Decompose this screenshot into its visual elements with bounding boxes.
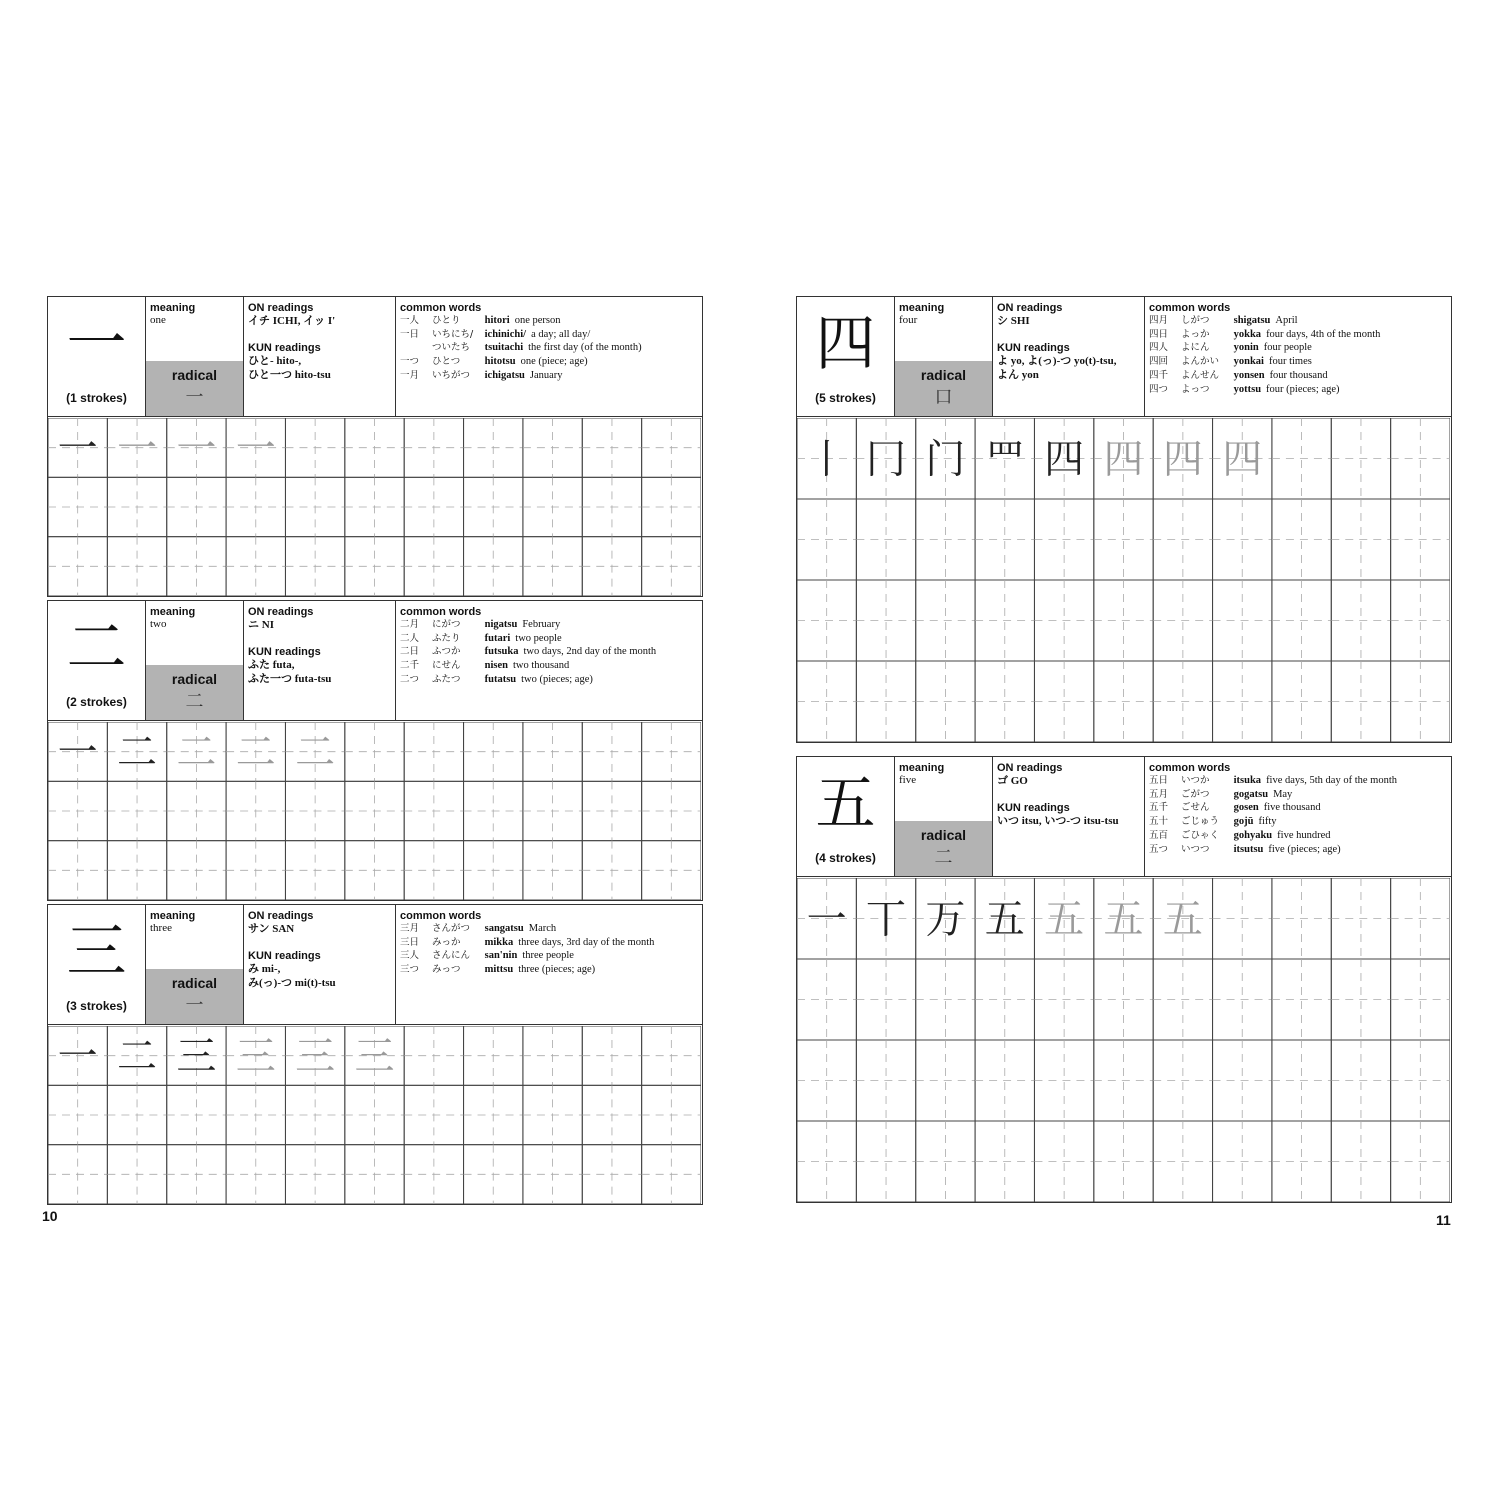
kun-readings-label: KUN readings — [248, 646, 321, 658]
word-romaji: yottsu — [1233, 383, 1262, 395]
common-words-column — [396, 905, 701, 1024]
kanji-info-header — [48, 905, 702, 1025]
kun-reading: ふた futa, — [248, 659, 295, 671]
practice-grid-lines — [797, 418, 1450, 742]
kanji-info-header — [48, 297, 702, 417]
word-english: three (pieces; age) — [518, 964, 596, 976]
common-words-column — [396, 297, 701, 416]
meaning-label: meaning — [150, 606, 196, 618]
common-word-row — [1149, 774, 1446, 788]
trace-character: 四 — [1103, 436, 1144, 483]
trace-character: 五 — [1103, 896, 1144, 943]
common-words-column — [396, 601, 701, 720]
practice-grid — [797, 418, 1451, 742]
trace-character: 五 — [1044, 896, 1085, 943]
word-english: the first day (of the month) — [528, 342, 642, 354]
radical-character: 一 — [185, 387, 204, 408]
common-words-column — [1145, 297, 1450, 416]
common-word-row — [400, 314, 697, 328]
kun-reading: いつ itsu, いつ-つ itsu-tsu — [997, 815, 1119, 827]
readings-column — [244, 297, 396, 416]
kanji-info-header — [797, 757, 1451, 877]
word-english: five days, 5th day of the month — [1266, 775, 1397, 786]
common-word-row — [400, 341, 697, 355]
on-readings-label: ON readings — [248, 606, 314, 618]
kun-reading: ふた一つ futa-tsu — [248, 673, 332, 685]
word-kana: ふたり — [432, 632, 461, 644]
common-words-label: common words — [400, 606, 482, 618]
word-kanji: 三日 — [400, 936, 420, 948]
radical-label: radical — [171, 671, 218, 687]
radical-box — [146, 969, 243, 1024]
word-romaji: futari — [484, 632, 511, 644]
radical-character: 一 — [185, 995, 204, 1016]
meaning-value: two — [150, 618, 167, 630]
practice-grid — [48, 1026, 702, 1204]
on-readings-label: ON readings — [248, 302, 314, 314]
word-english: four days, 4th of the month — [1266, 328, 1381, 340]
kanji-card-shi — [796, 296, 1452, 743]
kanji-character: 五 — [815, 769, 876, 839]
word-kana: よにん — [1181, 342, 1210, 354]
word-english: five thousand — [1263, 802, 1321, 814]
word-english: two thousand — [512, 660, 570, 672]
on-reading: ゴ GO — [997, 775, 1028, 787]
common-word-row — [1149, 355, 1446, 369]
word-kanji: 一日 — [400, 328, 420, 340]
practice-grid-lines — [48, 418, 701, 596]
word-english: two people — [515, 632, 562, 644]
kun-reading: み mi-, — [248, 963, 281, 975]
word-english: one person — [514, 315, 561, 326]
stroke-order-step: 一 — [57, 1033, 98, 1080]
word-kana: さんがつ — [432, 923, 471, 934]
word-kanji: 二日 — [400, 646, 420, 658]
on-reading: シ SHI — [997, 315, 1030, 327]
word-romaji: gogatsu — [1233, 788, 1269, 800]
practice-grid-lines — [48, 722, 701, 900]
word-english: May — [1273, 788, 1293, 800]
word-kanji: 一人 — [400, 315, 420, 326]
common-word-row — [400, 659, 697, 673]
trace-character: 三 — [235, 1033, 276, 1080]
meaning-column — [146, 905, 244, 1024]
word-romaji: mittsu — [484, 964, 514, 976]
meaning-column — [146, 601, 244, 720]
stroke-order-step: 丅 — [866, 896, 907, 943]
word-kanji: 五百 — [1149, 829, 1169, 841]
word-romaji: hitori — [484, 315, 510, 326]
kanji-info-header — [797, 297, 1451, 417]
word-romaji: futsuka — [484, 646, 519, 658]
word-romaji: tsuitachi — [484, 342, 524, 354]
radical-character: 二 — [185, 691, 204, 712]
word-kanji: 五日 — [1149, 775, 1169, 786]
word-kanji: 五千 — [1149, 802, 1169, 814]
on-readings-label: ON readings — [248, 910, 314, 922]
common-word-row — [400, 355, 697, 369]
meaning-column — [146, 297, 244, 416]
kanji-character: 三 — [66, 917, 127, 987]
common-word-row — [1149, 369, 1446, 383]
radical-box — [146, 665, 243, 720]
stroke-order-step: 罒 — [984, 436, 1025, 483]
common-word-row — [1149, 829, 1446, 843]
common-word-row — [1149, 843, 1446, 857]
common-word-row — [1149, 328, 1446, 342]
word-kanji: 四千 — [1149, 369, 1169, 381]
meaning-column — [895, 297, 993, 416]
trace-character: 二 — [295, 729, 336, 776]
kun-readings-label: KUN readings — [997, 802, 1070, 814]
word-romaji: hitotsu — [484, 356, 516, 368]
stroke-order-step: 三 — [176, 1033, 217, 1080]
kun-reading: み(っ)-つ mi(t)-tsu — [248, 977, 336, 989]
word-english: four times — [1268, 356, 1312, 368]
common-word-row — [1149, 383, 1446, 397]
trace-character: 四 — [1162, 436, 1203, 483]
kanji-main-column — [797, 297, 895, 416]
common-word-row — [400, 922, 697, 936]
word-english: three days, 3rd day of the month — [518, 936, 655, 948]
word-english: four thousand — [1269, 369, 1328, 381]
radical-box — [146, 361, 243, 416]
common-word-row — [400, 369, 697, 383]
trace-character: 三 — [354, 1033, 395, 1080]
radical-label: radical — [920, 367, 967, 383]
meaning-value: one — [150, 314, 166, 326]
on-reading: ニ NI — [248, 619, 274, 631]
trace-character: 二 — [235, 729, 276, 776]
kanji-character: 一 — [66, 309, 127, 379]
readings-column — [244, 601, 396, 720]
word-english: fifty — [1258, 816, 1277, 828]
word-kanji: 四月 — [1149, 315, 1169, 326]
kun-reading: よ yo, よ(っ)-つ yo(t)-tsu, — [997, 355, 1117, 367]
page-number-left: 10 — [42, 1208, 58, 1224]
word-romaji: ichinichi/ — [484, 328, 527, 340]
word-english: a day; all day/ — [531, 328, 591, 340]
kun-readings-label: KUN readings — [997, 342, 1070, 354]
kanji-main-column — [48, 905, 146, 1024]
meaning-label: meaning — [899, 762, 945, 774]
word-kana: よんせん — [1181, 369, 1220, 381]
word-kanji: 二千 — [400, 660, 420, 672]
radical-label: radical — [171, 975, 218, 991]
common-words-column — [1145, 757, 1450, 876]
common-word-row — [400, 949, 697, 963]
word-kana: ごじゅう — [1181, 816, 1220, 828]
word-kanji: 五月 — [1149, 788, 1169, 800]
word-kana: よんかい — [1181, 356, 1220, 368]
word-kanji: 三人 — [400, 950, 420, 962]
trace-character: 二 — [176, 729, 217, 776]
word-english: January — [529, 369, 563, 381]
trace-character: 一 — [117, 425, 158, 472]
page-number-right: 11 — [1436, 1212, 1451, 1228]
stroke-order-step: 万 — [925, 896, 966, 943]
stroke-order-step: 丨 — [806, 436, 847, 483]
word-kanji: 四日 — [1149, 328, 1169, 340]
word-romaji: yonkai — [1233, 356, 1264, 368]
readings-column — [244, 905, 396, 1024]
word-romaji: nigatsu — [484, 619, 518, 630]
kanji-character: 四 — [815, 309, 876, 379]
word-english: four (pieces; age) — [1266, 383, 1340, 395]
word-romaji: nisen — [484, 660, 508, 672]
on-readings-label: ON readings — [997, 762, 1063, 774]
word-english: April — [1275, 315, 1298, 326]
meaning-value: five — [899, 774, 917, 786]
word-kanji: 一つ — [400, 356, 420, 368]
word-kana: いちにち/ — [432, 328, 474, 340]
word-kana: にがつ — [432, 619, 461, 630]
stroke-count: (1 strokes) — [66, 391, 127, 405]
word-kana: ひとり — [432, 315, 461, 326]
word-english: five hundred — [1277, 829, 1331, 841]
kanji-main-column — [797, 757, 895, 876]
word-kana: ごがつ — [1181, 788, 1210, 800]
word-kana: ふつか — [432, 646, 461, 658]
common-word-row — [400, 645, 697, 659]
stroke-count: (3 strokes) — [66, 999, 127, 1013]
common-words-label: common words — [1149, 302, 1231, 314]
common-words-label: common words — [1149, 762, 1231, 774]
common-word-row — [1149, 788, 1446, 802]
kun-reading: よん yon — [997, 369, 1039, 381]
kun-reading: ひと一つ hito-tsu — [248, 369, 331, 381]
common-word-row — [1149, 801, 1446, 815]
kanji-card-go — [796, 756, 1452, 1203]
practice-grid — [48, 722, 702, 900]
word-kanji: 二月 — [400, 619, 420, 630]
trace-character: 五 — [1162, 896, 1203, 943]
word-kana: いつつ — [1181, 843, 1210, 855]
word-english: four people — [1263, 342, 1312, 354]
common-word-row — [400, 328, 697, 342]
common-word-row — [1149, 815, 1446, 829]
meaning-column — [895, 757, 993, 876]
radical-label: radical — [171, 367, 218, 383]
readings-column — [993, 297, 1145, 416]
trace-character: 一 — [176, 425, 217, 472]
common-words-label: common words — [400, 302, 482, 314]
word-kanji: 五十 — [1149, 816, 1169, 828]
meaning-label: meaning — [150, 910, 196, 922]
word-kana: ごひゃく — [1181, 829, 1220, 841]
radical-box — [895, 821, 992, 876]
radical-character: 二 — [934, 847, 953, 868]
common-word-row — [400, 632, 697, 646]
word-kanji: 二つ — [400, 673, 420, 685]
word-romaji: gojū — [1233, 816, 1254, 828]
word-kana: さんにん — [432, 950, 471, 962]
word-romaji: shigatsu — [1233, 315, 1271, 326]
kun-reading: ひと- hito-, — [248, 355, 302, 367]
word-english: February — [522, 619, 561, 630]
word-kanji: 三つ — [400, 964, 420, 976]
radical-box — [895, 361, 992, 416]
word-kana: しがつ — [1181, 315, 1210, 326]
on-readings-label: ON readings — [997, 302, 1063, 314]
radical-character: 口 — [934, 387, 953, 408]
practice-grid-lines — [48, 1026, 701, 1204]
word-kana: いつか — [1181, 775, 1210, 786]
word-kana: いちがつ — [432, 369, 471, 381]
word-kana: ひとつ — [432, 356, 461, 368]
kanji-info-header — [48, 601, 702, 721]
word-romaji: gohyaku — [1233, 829, 1273, 841]
word-romaji: yonin — [1233, 342, 1259, 354]
word-romaji: mikka — [484, 936, 514, 948]
kanji-card-ichi — [47, 296, 703, 597]
meaning-value: three — [150, 922, 172, 934]
on-reading: サン SAN — [248, 923, 295, 935]
kanji-main-column — [48, 297, 146, 416]
word-kanji: 四つ — [1149, 383, 1169, 395]
stroke-order-step: 五 — [984, 896, 1025, 943]
practice-grid — [797, 878, 1451, 1202]
word-kana: みっか — [432, 936, 461, 948]
word-romaji: gosen — [1233, 802, 1259, 814]
word-english: March — [528, 923, 557, 934]
stroke-order-step: 二 — [117, 729, 158, 776]
word-kana: よっか — [1181, 328, 1210, 340]
stroke-count: (5 strokes) — [815, 391, 876, 405]
common-word-row — [400, 673, 697, 687]
kanji-card-ni — [47, 600, 703, 901]
word-english: three people — [522, 950, 574, 962]
kun-readings-label: KUN readings — [248, 342, 321, 354]
kanji-main-column — [48, 601, 146, 720]
word-romaji: yonsen — [1233, 369, 1265, 381]
stroke-count: (2 strokes) — [66, 695, 127, 709]
stroke-order-step: 门 — [925, 436, 966, 483]
word-kana: ふたつ — [432, 673, 461, 685]
stroke-order-step: 二 — [117, 1033, 158, 1080]
word-romaji: yokka — [1233, 328, 1262, 340]
word-kana: よっつ — [1181, 383, 1210, 395]
word-kana: ついたち — [432, 342, 471, 354]
common-word-row — [400, 618, 697, 632]
common-word-row — [1149, 341, 1446, 355]
stroke-count: (4 strokes) — [815, 851, 876, 865]
word-english: two days, 2nd day of the month — [523, 646, 657, 658]
word-romaji: san'nin — [484, 950, 518, 962]
stroke-order-step: 一 — [57, 425, 98, 472]
word-kana: みっつ — [432, 964, 461, 976]
meaning-label: meaning — [150, 302, 196, 314]
word-english: one (piece; age) — [520, 356, 588, 368]
practice-grid — [48, 418, 702, 596]
stroke-order-step: 一 — [806, 896, 847, 943]
stroke-order-step: 一 — [57, 729, 98, 776]
meaning-label: meaning — [899, 302, 945, 314]
word-english: five (pieces; age) — [1268, 843, 1341, 855]
common-word-row — [400, 936, 697, 950]
word-english: two (pieces; age) — [521, 673, 593, 685]
word-kanji: 四回 — [1149, 356, 1169, 368]
on-reading: イチ ICHI, イッ I' — [248, 315, 336, 327]
word-kana: にせん — [432, 660, 461, 672]
kanji-character: 二 — [66, 613, 127, 683]
stroke-order-step: 四 — [1044, 436, 1085, 483]
practice-grid-lines — [797, 878, 1450, 1202]
word-romaji: futatsu — [484, 673, 517, 685]
word-romaji: itsutsu — [1233, 843, 1264, 855]
word-kanji: 五つ — [1149, 843, 1169, 855]
readings-column — [993, 757, 1145, 876]
radical-label: radical — [920, 827, 967, 843]
word-romaji: ichigatsu — [484, 369, 525, 381]
common-words-label: common words — [400, 910, 482, 922]
word-romaji: sangatsu — [484, 923, 524, 934]
word-kanji: 二人 — [400, 632, 420, 644]
word-kanji: 一月 — [400, 369, 420, 381]
word-kana: ごせん — [1181, 802, 1210, 814]
common-word-row — [400, 963, 697, 977]
stroke-order-step: 冂 — [866, 436, 907, 483]
word-kanji: 三月 — [400, 923, 420, 934]
meaning-value: four — [899, 314, 918, 326]
trace-character: 四 — [1222, 436, 1263, 483]
kun-readings-label: KUN readings — [248, 950, 321, 962]
word-kanji: 四人 — [1149, 342, 1169, 354]
kanji-card-san — [47, 904, 703, 1205]
common-word-row — [1149, 314, 1446, 328]
trace-character: 一 — [235, 425, 276, 472]
word-romaji: itsuka — [1233, 775, 1262, 786]
trace-character: 三 — [295, 1033, 336, 1080]
